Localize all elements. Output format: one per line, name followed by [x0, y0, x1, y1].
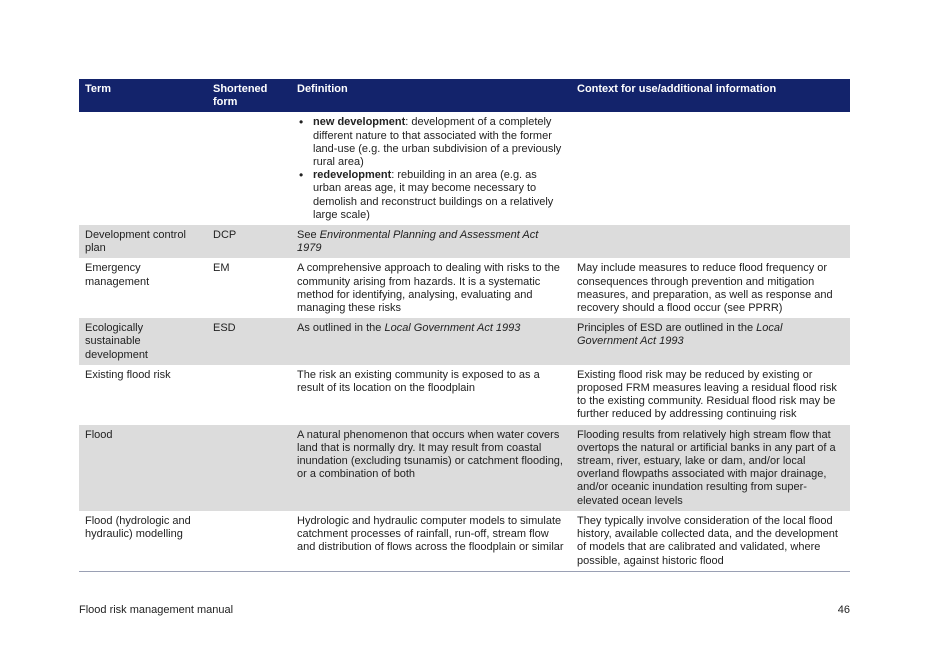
- cell-context: [571, 225, 850, 258]
- table-row: [79, 425, 850, 511]
- act-reference: Local Government Act 1993: [384, 322, 521, 335]
- cell-term: Flood (hydrologic and hydraulic) modelling: [79, 511, 207, 571]
- cell-short: [207, 425, 291, 511]
- cell-definition: [291, 225, 571, 258]
- glossary-table: [79, 79, 850, 572]
- cell-short: [207, 365, 291, 425]
- table-row: [79, 258, 850, 318]
- cell-term: Flood: [79, 425, 207, 511]
- cell-definition: The risk an existing community is exposed to as a result of its location on the floodplain: [297, 368, 540, 395]
- cell-term: Emergency management: [85, 262, 150, 288]
- table-row: [79, 318, 850, 365]
- context-text: Principles of ESD are outlined in the: [577, 322, 757, 335]
- cell-context: [571, 318, 850, 365]
- cell-definition: A natural phenomenon that occurs when water covers land that is normally dry. It may result from coastal inundation (excluding tsunamis) or catchment flooding, or a combination of both: [291, 425, 571, 511]
- cell-context: Flooding results from relatively high stream flow that overtops the natural or artificial banks in any part of a stream, river, estuary, lake or dam, and/or local overland flowpaths associated with major drainage, and/or oceanic inundation resulting from super-elevated ocean levels: [571, 425, 850, 511]
- header-term: Term: [79, 79, 207, 112]
- act-reference: Environmental Planning and Assessment Act 1979: [297, 229, 539, 255]
- table-row: [79, 511, 850, 571]
- bullet-term: new development: [313, 116, 406, 129]
- table-row: [79, 225, 850, 258]
- list-item: [313, 169, 565, 222]
- cell-context: They typically involve consideration of the local flood history, available collected data, and the development of models that are calibrated and validated, where possible, against historic flood: [571, 511, 850, 571]
- header-context: Context for use/additional information: [571, 79, 850, 112]
- bullet-term: redevelopment: [313, 169, 392, 182]
- definition-text: As outlined in the: [297, 322, 385, 335]
- cell-term: Existing flood risk: [85, 368, 171, 381]
- act-reference: Local Government Act 1993: [577, 322, 783, 348]
- development-types-list: [297, 116, 565, 222]
- cell-context: [571, 112, 850, 225]
- cell-definition: Hydrologic and hydraulic computer models to simulate catchment processes of rainfall, run-off, stream flow and distribution of flows across the floodplain or similar: [291, 511, 571, 571]
- cell-context: Existing flood risk may be reduced by existing or proposed FRM measures leaving a residual flood risk to the existing community. Residual flood risk may be further reduced by addressing continuing risk: [577, 368, 837, 421]
- table-header-row: [79, 79, 850, 112]
- bullet-text: : rebuilding in an area (e.g. as urban areas age, it may become necessary to demolish and reconstruct buildings on a relatively large scale): [313, 169, 554, 221]
- cell-definition: A comprehensive approach to dealing with risks to the community arising from hazards. It is a systematic method for identifying, analysing, evaluating and managing these risks: [297, 262, 560, 315]
- footer-page-number: 46: [837, 604, 850, 616]
- cell-short: DCP: [207, 225, 291, 258]
- cell-definition: [291, 112, 571, 225]
- list-item: [313, 116, 565, 169]
- cell-term: [79, 112, 207, 225]
- bullet-text: : development of a completely different nature to that associated with the former land-use (e.g. the urban subdivision of a previously rural area): [313, 116, 562, 169]
- header-definition: Definition: [291, 79, 571, 112]
- cell-term: Ecologically sustainable development: [79, 318, 207, 365]
- cell-definition: [291, 318, 571, 365]
- cell-short: ESD: [207, 318, 291, 365]
- cell-short: [207, 112, 291, 225]
- cell-short: EM: [213, 262, 230, 275]
- table-row: [79, 365, 850, 425]
- footer-document-title: Flood risk management manual: [79, 604, 234, 616]
- definition-text: See: [297, 229, 320, 242]
- header-shortened-form: Shortened form: [207, 79, 291, 112]
- cell-term: Development control plan: [79, 225, 207, 258]
- table-row-continued: [79, 112, 850, 225]
- cell-short: [207, 511, 291, 571]
- cell-context: May include measures to reduce flood frequency or consequences through prevention and mitigation measures, and preparation, as well as response and recovery should a flood occur (see PPRR): [577, 262, 833, 315]
